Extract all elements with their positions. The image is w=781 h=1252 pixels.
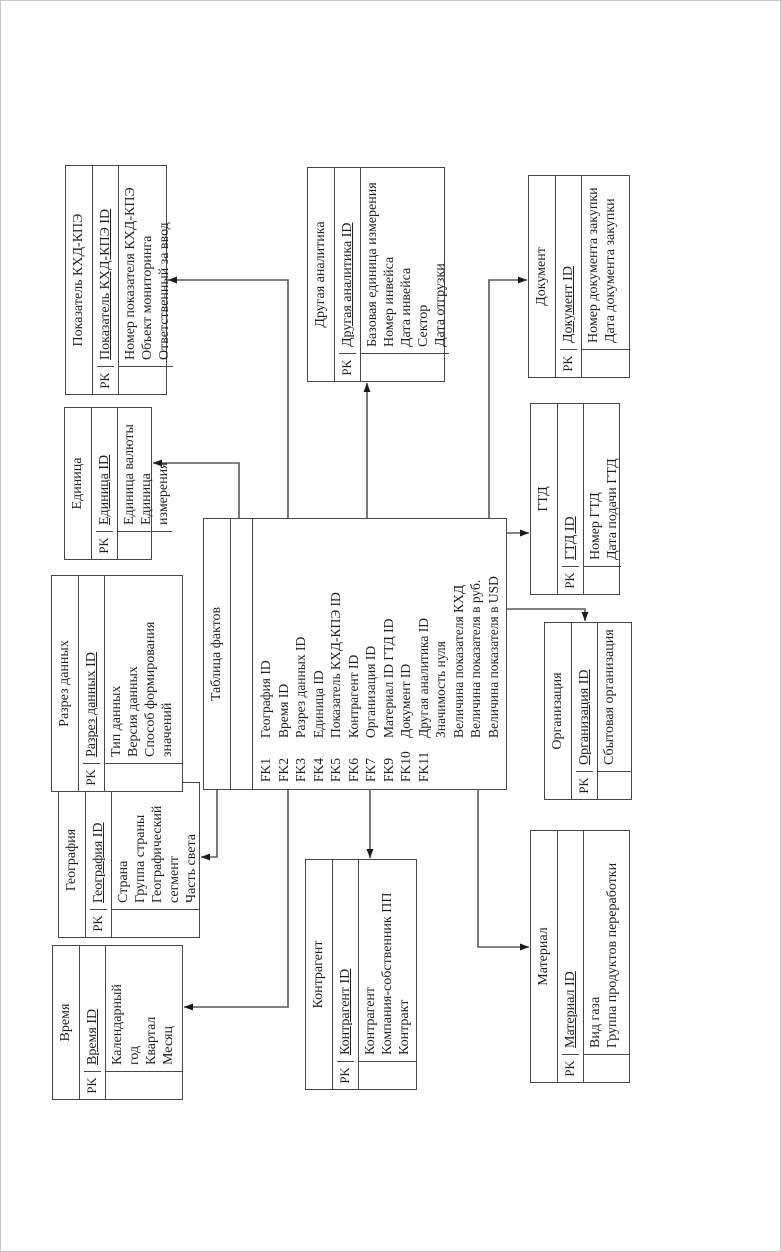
entity-attr-row	[106, 946, 182, 1099]
fk-field: Величина показателя в USD	[485, 576, 501, 738]
key-field-cell	[90, 783, 107, 909]
entity-title: ГТД	[531, 404, 558, 594]
relationship-line-dokument	[489, 280, 527, 518]
attribute-field: Вид газа	[588, 996, 603, 1048]
attribute-field: Тип данных	[109, 685, 124, 757]
entity-attr-row	[584, 404, 621, 594]
key-field-cell	[560, 176, 577, 349]
fact-row	[362, 523, 380, 782]
entity-title: Организация	[545, 623, 572, 799]
attribute-list	[584, 404, 621, 566]
fk-label: FK10	[398, 751, 413, 782]
key-field: ГТД ID	[563, 516, 578, 560]
key-field-cell	[84, 946, 101, 1071]
fk-field: Документ ID	[398, 663, 413, 738]
attribute-field: Дата отгрузки	[433, 263, 448, 347]
entity-attr-row	[584, 831, 629, 1082]
attribute-list	[119, 166, 173, 366]
entity-attr-row	[359, 860, 416, 1089]
attribute-field: Месяц	[161, 1026, 176, 1065]
fact-row	[467, 523, 485, 782]
relationship-line-organizatsiya	[507, 609, 585, 621]
fact-row	[310, 523, 328, 782]
key-field: Организация ID	[577, 669, 592, 765]
pk-label: PK	[562, 566, 579, 594]
pk-strip	[361, 353, 449, 381]
entity-key-row	[93, 166, 119, 394]
fact-row	[397, 523, 415, 782]
fact-row	[450, 523, 468, 782]
fact-row	[327, 523, 345, 782]
pk-strip	[118, 531, 172, 559]
attribute-list	[598, 623, 631, 771]
pk-label: PK	[83, 763, 100, 791]
fk-field: Время ID	[275, 683, 291, 738]
fk-field: Единица ID	[310, 670, 326, 738]
attribute-field: Компания-собственник ПП	[380, 892, 395, 1055]
key-field: Материал ID	[563, 971, 578, 1048]
entity-kontragent	[305, 859, 417, 1090]
entity-attr-row	[118, 408, 172, 559]
fact-row	[380, 523, 398, 782]
relationship-line-geografiya	[201, 790, 217, 857]
attribute-list	[361, 168, 449, 353]
fk-label: FK11	[415, 751, 431, 782]
key-field: Единица ID	[97, 454, 112, 525]
key-field: Документ ID	[561, 266, 576, 343]
key-field: География ID	[91, 822, 106, 903]
entity-attr-row	[105, 576, 182, 791]
fact-key-area	[231, 519, 253, 789]
pk-strip	[105, 763, 182, 791]
key-field-cell	[562, 404, 579, 566]
fact-row	[345, 523, 363, 782]
fk-label	[450, 738, 468, 782]
entity-title: Материал	[531, 831, 558, 1082]
fk-field: Материал ID ГТД ID	[380, 618, 396, 738]
key-field-cell	[562, 831, 579, 1054]
entity-pokazatel	[65, 165, 172, 395]
attribute-field: Дата документа закупки	[603, 198, 618, 343]
attribute-field: Сектор	[416, 304, 431, 347]
attribute-field: Номер ГТД	[588, 492, 603, 560]
pk-strip	[584, 566, 621, 594]
attribute-list	[582, 176, 629, 349]
fact-row	[292, 523, 310, 782]
key-field-cell	[576, 623, 593, 771]
fact-field-list	[253, 519, 506, 789]
entity-key-row	[333, 860, 359, 1089]
key-field-cell	[337, 860, 354, 1061]
fk-label: FK9	[380, 757, 396, 782]
pk-label: PK	[562, 1054, 579, 1082]
pk-label: PK	[576, 771, 593, 799]
entity-razrez	[51, 575, 183, 792]
fk-label: FK1	[258, 757, 273, 782]
key-field-cell	[83, 576, 100, 763]
pk-label: PK	[339, 353, 356, 381]
pk-label: PK	[337, 1061, 354, 1089]
entity-title: Единица	[65, 408, 92, 559]
entity-title: Разрез данных	[52, 576, 79, 791]
entity-key-row	[335, 168, 361, 381]
attribute-field: Ответственный за ввод	[157, 222, 172, 360]
entity-key-row	[572, 623, 598, 799]
attribute-field: Дата инвейса	[399, 267, 414, 347]
pk-label: PK	[90, 909, 107, 937]
entity-title: Контрагент	[306, 860, 333, 1089]
fact-row	[257, 523, 275, 782]
attribute-field: Географический сегмент	[150, 805, 182, 903]
fk-label	[432, 738, 450, 782]
entity-title: Показатель КХД-КПЭ	[66, 166, 93, 394]
key-field: Показатель КХД-КПЭ ID	[98, 208, 113, 360]
fk-field: Величина показателя в руб.	[468, 579, 483, 738]
entity-title: Документ	[529, 176, 556, 377]
attribute-field: Единица валюты	[122, 424, 137, 525]
attribute-field: Объект мониторинга	[140, 235, 155, 360]
pk-strip	[359, 1061, 416, 1089]
attribute-field: Дата подачи ГТД	[605, 458, 620, 560]
relationship-line-material	[478, 790, 529, 947]
entity-organizatsiya	[544, 622, 632, 800]
entity-geografiya	[58, 782, 200, 938]
relationship-line-pokazatel	[168, 280, 288, 518]
entity-attr-row	[598, 623, 631, 799]
entity-drugaya	[307, 167, 448, 382]
fk-field: Показатель КХД-КПЭ ID	[328, 592, 343, 738]
key-field: Разрез данных ID	[84, 652, 99, 757]
entity-title: География	[59, 783, 86, 937]
fact-table-title: Таблица фактов	[204, 519, 231, 789]
entity-attr-row	[112, 783, 200, 937]
entity-key-row	[86, 783, 112, 937]
fk-label: FK5	[328, 757, 343, 782]
entity-title: Другая аналитика	[308, 168, 335, 381]
entity-title: Время	[53, 946, 80, 1099]
fk-field: Значимость нуля	[433, 641, 448, 738]
attribute-field: Группа страны	[133, 814, 148, 903]
pk-label: PK	[560, 349, 577, 377]
fk-label: FK4	[310, 757, 326, 782]
entity-attr-row	[119, 166, 173, 394]
pk-label: PK	[97, 366, 114, 394]
fact-row	[275, 523, 293, 782]
key-field: Время ID	[85, 1008, 100, 1065]
attribute-list	[584, 831, 629, 1054]
key-field: Контрагент ID	[338, 968, 353, 1055]
entity-key-row	[80, 946, 106, 1099]
attribute-list	[118, 408, 172, 531]
fact-row	[415, 523, 433, 782]
fk-label: FK7	[363, 757, 378, 782]
entity-attr-row	[361, 168, 449, 381]
fk-label: FK2	[275, 757, 291, 782]
entity-key-row	[556, 176, 582, 377]
entity-key-row	[92, 408, 118, 559]
attribute-list	[106, 979, 182, 1071]
pk-strip	[119, 366, 173, 394]
fk-label: FK6	[345, 757, 361, 782]
fact-row	[485, 523, 503, 782]
attribute-field: Единица измерения	[139, 462, 171, 525]
pk-strip	[598, 771, 631, 799]
entity-edinitsa	[64, 407, 171, 560]
key-field: Другая аналитика ID	[340, 222, 355, 347]
fk-field: Организация ID	[363, 645, 378, 738]
pk-strip	[106, 1071, 182, 1099]
pk-label: PK	[96, 531, 113, 559]
attribute-field: Способ формирования значений	[143, 621, 175, 757]
key-field-cell	[339, 168, 356, 353]
entity-key-row	[558, 404, 584, 594]
fact-table	[203, 518, 507, 790]
attribute-field: Сбытовая организация	[602, 629, 617, 765]
attribute-field: Контрагент	[363, 986, 378, 1055]
attribute-field: Часть света	[184, 834, 199, 903]
fk-field: Контрагент ID	[345, 654, 361, 738]
attribute-field: Номер документа закупки	[586, 187, 601, 343]
attribute-list	[359, 860, 416, 1061]
attribute-list	[105, 576, 182, 763]
key-field-cell	[96, 408, 113, 531]
fk-field: Разрез данных ID	[293, 636, 308, 738]
fact-row	[432, 523, 450, 782]
entity-dokument	[528, 175, 630, 378]
fk-field: Другая аналитика ID	[415, 617, 431, 738]
entity-key-row	[79, 576, 105, 791]
entity-key-row	[558, 831, 584, 1082]
attribute-field: Календарный год	[110, 984, 142, 1065]
pk-strip	[582, 349, 629, 377]
fk-label	[467, 738, 485, 782]
entity-gtd	[530, 403, 620, 595]
key-field-cell	[97, 166, 114, 366]
attribute-field: Страна	[116, 860, 131, 903]
fk-label	[485, 738, 503, 782]
entity-vremya	[52, 945, 183, 1100]
pk-label: PK	[84, 1071, 101, 1099]
attribute-list	[112, 783, 200, 909]
entity-attr-row	[582, 176, 629, 377]
fk-field: Величина показателя КХД	[450, 584, 466, 738]
attribute-field: Номер показателя КХД-КПЭ	[123, 187, 138, 360]
attribute-field: Номер инвейса	[382, 256, 397, 347]
attribute-field: Квартал	[144, 1016, 159, 1065]
pk-strip	[112, 909, 200, 937]
fk-field: География ID	[258, 660, 273, 738]
attribute-field: Контракт	[397, 999, 412, 1055]
fk-label: FK3	[293, 757, 308, 782]
entity-material	[530, 830, 630, 1083]
pk-strip	[584, 1054, 629, 1082]
attribute-field: Базовая единица измерения	[365, 182, 380, 347]
attribute-field: Версия данных	[126, 666, 141, 757]
attribute-field: Группа продуктов переработки	[605, 862, 620, 1048]
